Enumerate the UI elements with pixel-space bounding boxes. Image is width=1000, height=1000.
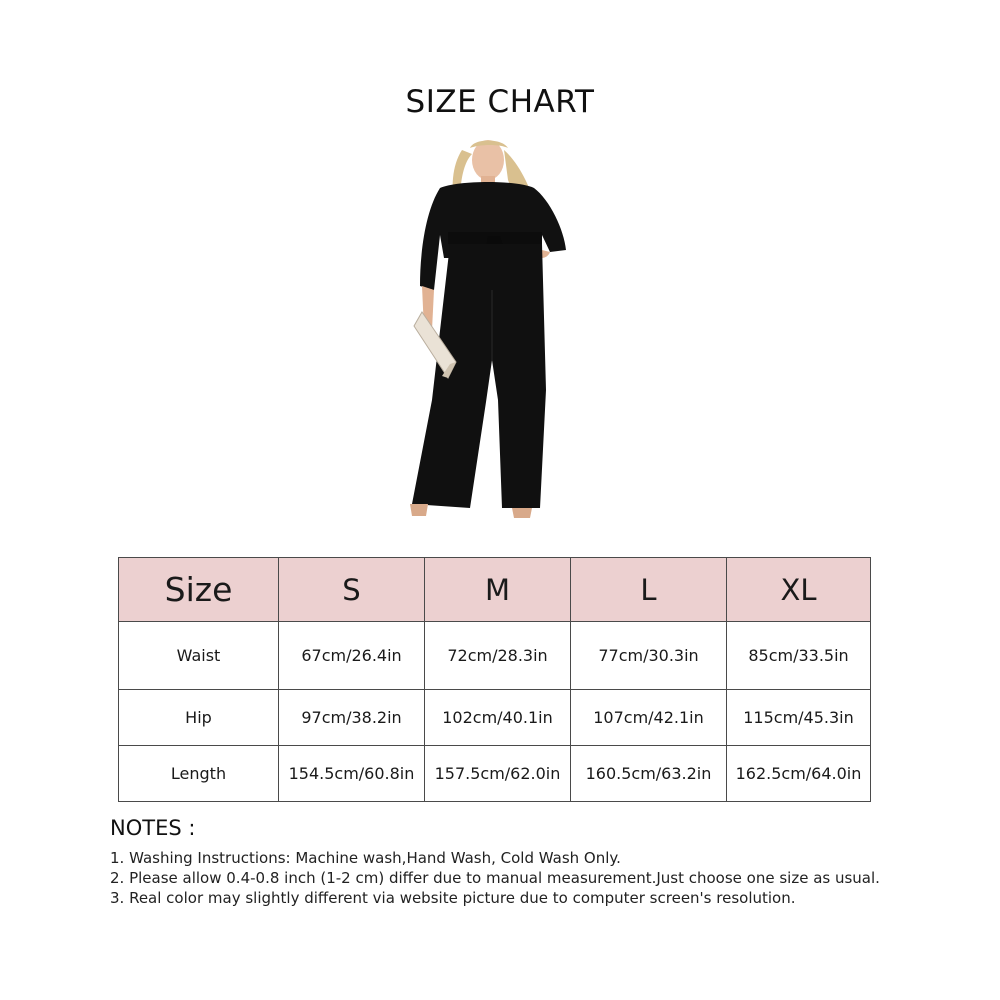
row-label-hip: Hip bbox=[119, 690, 279, 746]
header-size: Size bbox=[119, 558, 279, 622]
table-cell: 77cm/30.3in bbox=[571, 622, 727, 690]
header-s: S bbox=[279, 558, 425, 622]
table-cell: 107cm/42.1in bbox=[571, 690, 727, 746]
table-header-row bbox=[119, 558, 871, 622]
note-line: 3. Real color may slightly different via website picture due to computer screen's resolution. bbox=[110, 889, 796, 907]
note-line: 1. Washing Instructions: Machine wash,Hand Wash, Cold Wash Only. bbox=[110, 849, 621, 867]
table-row bbox=[119, 622, 871, 690]
row-label-length: Length bbox=[119, 746, 279, 802]
table-row bbox=[119, 746, 871, 802]
table-cell: 72cm/28.3in bbox=[425, 622, 571, 690]
page-title: SIZE CHART bbox=[405, 84, 595, 120]
table-cell: 157.5cm/62.0in bbox=[425, 746, 571, 802]
model-photo bbox=[400, 140, 580, 522]
header-l: L bbox=[571, 558, 727, 622]
table-cell: 67cm/26.4in bbox=[279, 622, 425, 690]
size-chart-table bbox=[118, 557, 871, 802]
note-line: 2. Please allow 0.4-0.8 inch (1-2 cm) differ due to manual measurement.Just choose one size as usual. bbox=[110, 869, 880, 887]
header-m: M bbox=[425, 558, 571, 622]
table-cell: 115cm/45.3in bbox=[727, 690, 871, 746]
table-cell: 85cm/33.5in bbox=[727, 622, 871, 690]
table-cell: 154.5cm/60.8in bbox=[279, 746, 425, 802]
table-cell: 102cm/40.1in bbox=[425, 690, 571, 746]
table-cell: 97cm/38.2in bbox=[279, 690, 425, 746]
table-cell: 160.5cm/63.2in bbox=[571, 746, 727, 802]
notes-section bbox=[110, 816, 910, 908]
header-xl: XL bbox=[727, 558, 871, 622]
jumpsuit-illustration bbox=[400, 140, 580, 522]
table-row bbox=[119, 690, 871, 746]
table-cell: 162.5cm/64.0in bbox=[727, 746, 871, 802]
row-label-waist: Waist bbox=[119, 622, 279, 690]
notes-title: NOTES : bbox=[110, 816, 196, 840]
